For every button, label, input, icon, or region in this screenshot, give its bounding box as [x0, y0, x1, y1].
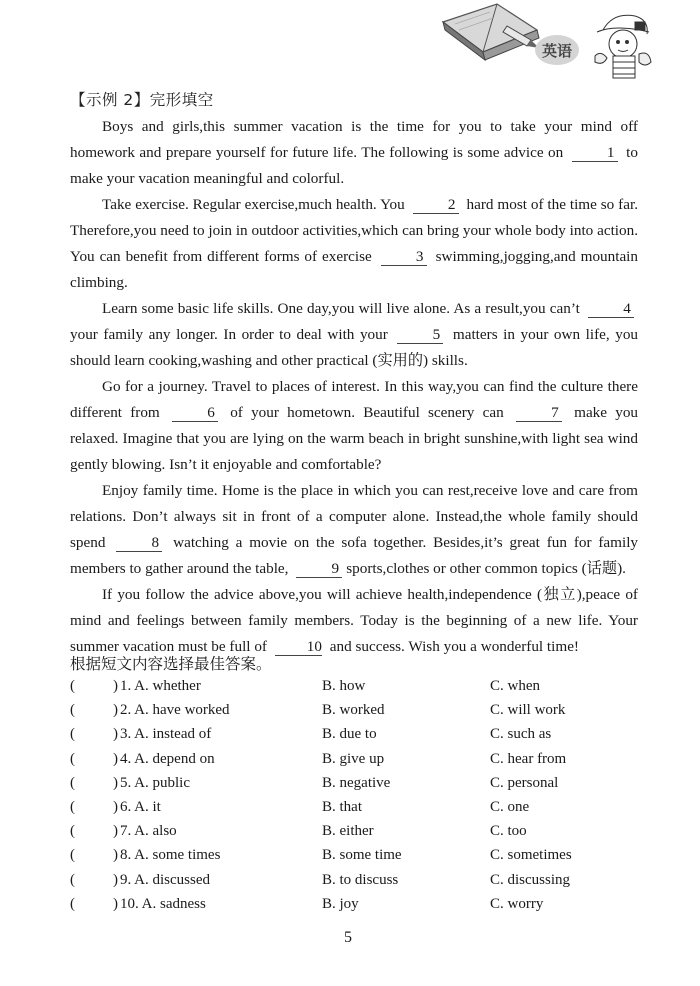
answer-blank[interactable]: 2: [413, 196, 459, 214]
option-c[interactable]: C. personal: [490, 774, 559, 791]
passage-paragraph: [70, 582, 638, 660]
option-a[interactable]: 7. A. also: [120, 823, 177, 840]
option-c[interactable]: C. will work: [490, 702, 566, 719]
option-c[interactable]: C. such as: [490, 726, 552, 743]
answer-blank[interactable]: 5: [397, 326, 443, 344]
passage-text: hard most of the time so far. Therefore,you need to join in outdoor activities,which can bring your whole body into action. You can benefit from different forms of exercise: [70, 196, 638, 265]
option-a[interactable]: 8. A. some times: [120, 847, 221, 864]
passage-paragraph: [70, 374, 638, 478]
answer-blank[interactable]: 7: [516, 404, 562, 422]
passage-text: sports,clothes or other common topics (话题).: [346, 560, 626, 577]
answer-paren-close: ): [113, 702, 118, 719]
question-row: [70, 726, 650, 750]
passage-text: your family any longer. In order to deal with your: [70, 326, 394, 343]
answer-paren-close: ): [113, 823, 118, 840]
option-b[interactable]: B. how: [322, 678, 366, 694]
passage-text: Take exercise. Regular exercise,much health. You: [102, 196, 409, 213]
answer-paren-open[interactable]: (: [70, 823, 75, 840]
passage-paragraph: [70, 478, 638, 582]
passage-text: Boys and girls,this summer vacation is the time for you to take your mind off homework and prepare yourself for future life. The following is some advice on: [70, 118, 638, 161]
question-row: [70, 678, 650, 702]
question-row: [70, 775, 650, 799]
option-c[interactable]: C. worry: [490, 895, 544, 912]
option-c[interactable]: C. too: [490, 823, 527, 840]
question-row: [70, 872, 650, 896]
question-row: [70, 847, 650, 871]
option-a[interactable]: 9. A. discussed: [120, 871, 210, 888]
option-a[interactable]: 5. A. public: [120, 774, 190, 791]
option-b[interactable]: B. negative: [322, 774, 391, 791]
question-row: [70, 896, 650, 920]
question-row: [70, 751, 650, 775]
option-b[interactable]: B. give up: [322, 750, 385, 767]
answer-paren-open[interactable]: (: [70, 871, 75, 888]
answer-paren-close: ): [113, 750, 118, 767]
option-b[interactable]: B. due to: [322, 726, 377, 743]
passage-text: make you relaxed. Imagine that you are lying on the warm beach in bright sunshine,with light sea wind gently blowing. Isn’t it enjoyable and comfortable?: [70, 404, 639, 473]
answer-blank[interactable]: 1: [572, 144, 618, 162]
header-illustration: [435, 0, 700, 80]
answer-paren-open[interactable]: (: [70, 847, 75, 864]
subject-badge: 英语: [541, 42, 573, 60]
passage-text: swimming,jogging,and mountain climbing.: [70, 248, 638, 291]
passage-paragraph: [70, 192, 638, 296]
passage-text: Go for a journey. Travel to places of interest. In this way,you can find the culture there different from: [70, 378, 638, 421]
option-b[interactable]: B. that: [322, 798, 362, 815]
passage-text: matters in your own life, you should learn cooking,washing and other practical (实用的) skills.: [70, 326, 639, 369]
answer-paren-close: ): [113, 895, 118, 912]
passage-text: and success. Wish you a wonderful time!: [325, 638, 579, 655]
option-a[interactable]: 6. A. it: [120, 798, 161, 815]
answer-blank[interactable]: 4: [588, 300, 634, 318]
option-b[interactable]: B. worked: [322, 702, 385, 719]
answer-paren-close: ): [113, 798, 118, 815]
instruction: 根据短文内容选择最佳答案。: [70, 656, 272, 673]
option-b[interactable]: B. either: [322, 823, 374, 840]
answer-blank[interactable]: 3: [381, 248, 427, 266]
page-number: 5: [344, 929, 352, 946]
option-a[interactable]: 10. A. sadness: [120, 895, 206, 912]
passage-text: Enjoy family time. Home is the place in which you can rest,receive love and care from relations. Don’t always sit in front of a computer alone. Instead,the whole family should spend: [70, 482, 638, 551]
answer-blank[interactable]: 8: [116, 534, 162, 552]
option-c[interactable]: C. one: [490, 798, 530, 815]
option-a[interactable]: 3. A. instead of: [120, 726, 212, 743]
option-c[interactable]: C. when: [490, 678, 540, 694]
book-pen-boy-icon: [435, 0, 700, 80]
answer-paren-close: ): [113, 678, 118, 694]
passage-paragraph: [70, 296, 638, 374]
answer-paren-open[interactable]: (: [70, 798, 75, 815]
answer-paren-open[interactable]: (: [70, 750, 75, 767]
passage-text: of your hometown. Beautiful scenery can: [221, 404, 512, 421]
answer-blank[interactable]: 10: [275, 638, 322, 656]
answer-paren-close: ): [113, 847, 118, 864]
answer-paren-close: ): [113, 726, 118, 743]
answer-blank[interactable]: 6: [172, 404, 218, 422]
open-book-icon: [443, 4, 539, 60]
passage-text: If you follow the advice above,you will achieve health,independence (独立),peace of mind and feelings between family members. Today is the beginning of a new life. Your summer vacation must be full of: [70, 586, 638, 655]
option-b[interactable]: B. joy: [322, 895, 359, 912]
question-row: [70, 823, 650, 847]
option-c[interactable]: C. hear from: [490, 750, 567, 767]
option-a[interactable]: 2. A. have worked: [120, 702, 230, 719]
answer-paren-open[interactable]: (: [70, 678, 75, 694]
cloze-passage: [70, 114, 638, 660]
option-c[interactable]: C. sometimes: [490, 847, 572, 864]
passage-text: to make your vacation meaningful and colorful.: [70, 144, 638, 187]
passage-text: Learn some basic life skills. One day,you will live alone. As a result,you can’t: [102, 300, 584, 317]
option-b[interactable]: B. to discuss: [322, 871, 399, 888]
answer-paren-open[interactable]: (: [70, 774, 75, 791]
question-row: [70, 702, 650, 726]
answer-paren-open[interactable]: (: [70, 702, 75, 719]
answer-paren-open[interactable]: (: [70, 726, 75, 743]
option-a[interactable]: 1. A. whether: [120, 678, 201, 694]
answer-paren-close: ): [113, 871, 118, 888]
answer-paren-close: ): [113, 774, 118, 791]
cartoon-boy-icon: [595, 15, 651, 78]
option-c[interactable]: C. discussing: [490, 871, 571, 888]
question-list: [70, 678, 650, 920]
answer-paren-open[interactable]: (: [70, 895, 75, 912]
section-title: 【示例 2】完形填空: [70, 91, 214, 109]
passage-text: watching a movie on the sofa together. Besides,it’s great fun for family members to gather around the table,: [70, 534, 639, 577]
option-a[interactable]: 4. A. depend on: [120, 750, 215, 767]
option-b[interactable]: B. some time: [322, 847, 402, 864]
answer-blank[interactable]: 9: [296, 560, 342, 578]
question-row: [70, 799, 650, 823]
passage-paragraph: [70, 114, 638, 192]
